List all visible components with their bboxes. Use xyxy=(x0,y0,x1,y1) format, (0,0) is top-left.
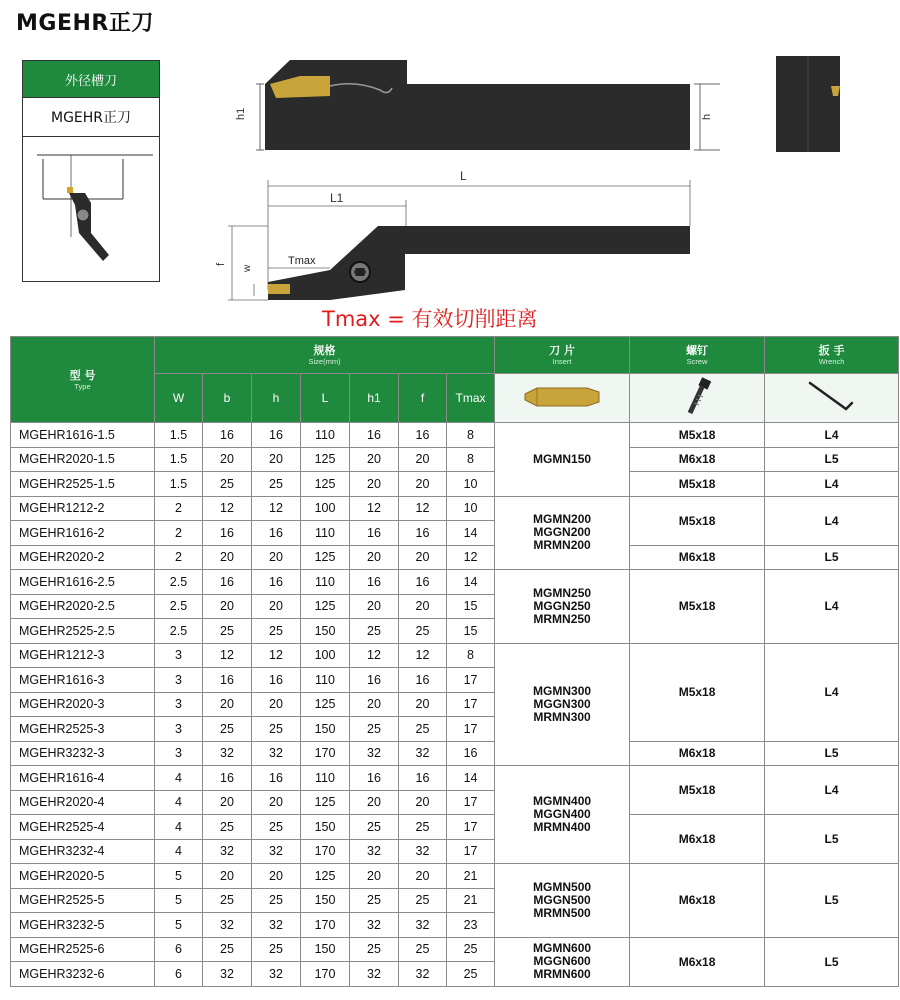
cell-Tmax: 10 xyxy=(447,472,495,497)
table-row xyxy=(11,815,899,840)
insert-code: MGGN200 xyxy=(533,525,591,540)
cell-W: 4 xyxy=(155,839,203,864)
cell-wrench: L4 xyxy=(765,570,899,644)
cell-h1: 20 xyxy=(350,472,399,497)
cell-h: 16 xyxy=(252,668,301,693)
cell-type: MGEHR1616-2 xyxy=(11,521,155,546)
cell-f: 20 xyxy=(399,692,447,717)
cell-L: 125 xyxy=(301,447,350,472)
cell-Tmax: 10 xyxy=(447,496,495,521)
cell-b: 20 xyxy=(203,692,252,717)
cell-h: 12 xyxy=(252,643,301,668)
cell-b: 16 xyxy=(203,521,252,546)
cell-wrench: L4 xyxy=(765,643,899,741)
cell-L: 150 xyxy=(301,888,350,913)
table-body xyxy=(11,423,899,987)
cell-L: 150 xyxy=(301,717,350,742)
cell-W: 5 xyxy=(155,864,203,889)
cell-insert xyxy=(495,766,630,864)
cell-f: 25 xyxy=(399,619,447,644)
cell-h1: 16 xyxy=(350,766,399,791)
cell-wrench: L4 xyxy=(765,423,899,448)
dim-L-label: L xyxy=(460,169,467,183)
cell-insert xyxy=(495,643,630,766)
cell-Tmax: 15 xyxy=(447,594,495,619)
cell-wrench: L5 xyxy=(765,447,899,472)
cell-Tmax: 21 xyxy=(447,888,495,913)
cell-wrench: L5 xyxy=(765,545,899,570)
cell-Tmax: 16 xyxy=(447,741,495,766)
cell-h1: 16 xyxy=(350,570,399,595)
cell-b: 25 xyxy=(203,815,252,840)
cell-f: 16 xyxy=(399,766,447,791)
cell-h1: 20 xyxy=(350,692,399,717)
table-row xyxy=(11,741,899,766)
cell-insert xyxy=(495,570,630,644)
cell-L: 170 xyxy=(301,913,350,938)
cell-f: 32 xyxy=(399,839,447,864)
cell-f: 20 xyxy=(399,594,447,619)
cell-W: 5 xyxy=(155,913,203,938)
cell-f: 16 xyxy=(399,668,447,693)
cell-type: MGEHR3232-5 xyxy=(11,913,155,938)
cell-b: 12 xyxy=(203,643,252,668)
table-row xyxy=(11,423,899,448)
cell-f: 16 xyxy=(399,423,447,448)
cell-Tmax: 8 xyxy=(447,447,495,472)
cell-f: 32 xyxy=(399,741,447,766)
col-f: f xyxy=(399,374,447,423)
cell-h: 25 xyxy=(252,888,301,913)
cell-screw: M6x18 xyxy=(630,545,765,570)
cell-wrench: L5 xyxy=(765,815,899,864)
cell-Tmax: 25 xyxy=(447,962,495,987)
cell-Tmax: 14 xyxy=(447,570,495,595)
table-row xyxy=(11,570,899,595)
table-row xyxy=(11,447,899,472)
cell-L: 150 xyxy=(301,937,350,962)
cell-h: 25 xyxy=(252,472,301,497)
cell-wrench: L5 xyxy=(765,864,899,938)
cell-type: MGEHR3232-4 xyxy=(11,839,155,864)
tmax-note: Tmax = 有效切削距离 xyxy=(322,307,538,331)
dim-f-label: f xyxy=(215,262,227,266)
insert-code: MRMN500 xyxy=(533,905,591,920)
cell-Tmax: 17 xyxy=(447,692,495,717)
cell-W: 2 xyxy=(155,521,203,546)
header-insert: 刀 片 Insert xyxy=(495,337,630,374)
insert-code: MGMN500 xyxy=(533,879,592,894)
cell-h: 25 xyxy=(252,937,301,962)
cell-screw: M6x18 xyxy=(630,815,765,864)
cell-h: 32 xyxy=(252,741,301,766)
table-row xyxy=(11,937,899,962)
cell-L: 125 xyxy=(301,864,350,889)
header-type: 型 号 Type xyxy=(11,337,155,423)
cell-L: 110 xyxy=(301,668,350,693)
cell-b: 16 xyxy=(203,423,252,448)
cell-screw: M5x18 xyxy=(630,643,765,741)
cell-f: 20 xyxy=(399,864,447,889)
cell-W: 2.5 xyxy=(155,619,203,644)
cell-type: MGEHR2020-1.5 xyxy=(11,447,155,472)
dim-h1-label: h1 xyxy=(235,107,247,120)
cell-W: 6 xyxy=(155,937,203,962)
cell-b: 25 xyxy=(203,888,252,913)
spec-table xyxy=(10,336,899,987)
cell-type: MGEHR2020-5 xyxy=(11,864,155,889)
cell-f: 25 xyxy=(399,815,447,840)
col-h: h xyxy=(252,374,301,423)
cell-h: 20 xyxy=(252,545,301,570)
cell-h1: 20 xyxy=(350,864,399,889)
cell-L: 110 xyxy=(301,521,350,546)
cell-W: 2.5 xyxy=(155,570,203,595)
insert-code: MGMN150 xyxy=(533,451,592,466)
dim-tmax-label: Tmax xyxy=(288,255,316,267)
cell-f: 32 xyxy=(399,962,447,987)
cell-type: MGEHR3232-6 xyxy=(11,962,155,987)
cell-b: 20 xyxy=(203,790,252,815)
insert-code: MGMN300 xyxy=(533,683,592,698)
tool-side-view xyxy=(235,60,720,150)
cell-type: MGEHR2525-2.5 xyxy=(11,619,155,644)
cell-f: 16 xyxy=(399,521,447,546)
cell-W: 3 xyxy=(155,668,203,693)
cell-f: 25 xyxy=(399,717,447,742)
insert-code: MRMN200 xyxy=(533,538,591,553)
cell-type: MGEHR2020-2.5 xyxy=(11,594,155,619)
cell-b: 16 xyxy=(203,668,252,693)
cell-b: 25 xyxy=(203,619,252,644)
cell-L: 125 xyxy=(301,545,350,570)
cell-screw: M6x18 xyxy=(630,741,765,766)
cell-type: MGEHR2525-3 xyxy=(11,717,155,742)
cell-Tmax: 8 xyxy=(447,423,495,448)
cell-Tmax: 15 xyxy=(447,619,495,644)
cell-f: 25 xyxy=(399,888,447,913)
cell-type: MGEHR1212-2 xyxy=(11,496,155,521)
cell-type: MGEHR2020-4 xyxy=(11,790,155,815)
cell-L: 170 xyxy=(301,839,350,864)
cell-screw: M5x18 xyxy=(630,423,765,448)
cell-type: MGEHR1616-1.5 xyxy=(11,423,155,448)
cell-h1: 16 xyxy=(350,668,399,693)
cell-type: MGEHR2525-1.5 xyxy=(11,472,155,497)
cell-b: 32 xyxy=(203,741,252,766)
cell-h1: 20 xyxy=(350,790,399,815)
wrench-image xyxy=(765,374,899,423)
cell-wrench: L4 xyxy=(765,496,899,545)
cell-screw: M5x18 xyxy=(630,472,765,497)
cell-L: 125 xyxy=(301,790,350,815)
cell-L: 125 xyxy=(301,472,350,497)
cell-h1: 25 xyxy=(350,888,399,913)
cell-Tmax: 14 xyxy=(447,521,495,546)
col-L: L xyxy=(301,374,350,423)
cell-type: MGEHR2020-2 xyxy=(11,545,155,570)
cell-h: 32 xyxy=(252,839,301,864)
cell-b: 25 xyxy=(203,717,252,742)
cell-Tmax: 12 xyxy=(447,545,495,570)
cell-screw: M6x18 xyxy=(630,937,765,986)
cell-f: 20 xyxy=(399,447,447,472)
cell-wrench: L4 xyxy=(765,472,899,497)
cell-Tmax: 17 xyxy=(447,717,495,742)
header-screw: 螺钉 Screw xyxy=(630,337,765,374)
cell-h: 20 xyxy=(252,594,301,619)
table-row xyxy=(11,864,899,889)
cell-W: 3 xyxy=(155,643,203,668)
cell-h1: 25 xyxy=(350,815,399,840)
dim-h-label: h xyxy=(701,113,713,120)
cell-h1: 32 xyxy=(350,839,399,864)
cell-f: 16 xyxy=(399,570,447,595)
insert-code: MGMN400 xyxy=(533,794,592,808)
cell-h: 12 xyxy=(252,496,301,521)
cell-h: 20 xyxy=(252,692,301,717)
cell-insert xyxy=(495,496,630,570)
table-row xyxy=(11,496,899,521)
cell-h1: 32 xyxy=(350,741,399,766)
cell-f: 32 xyxy=(399,913,447,938)
cell-b: 25 xyxy=(203,472,252,497)
cell-h1: 25 xyxy=(350,937,399,962)
cell-W: 3 xyxy=(155,692,203,717)
cell-h1: 16 xyxy=(350,521,399,546)
page-title: MGEHR正刀 xyxy=(16,11,154,36)
cell-b: 32 xyxy=(203,839,252,864)
col-h1: h1 xyxy=(350,374,399,423)
cell-h: 20 xyxy=(252,447,301,472)
col-W: W xyxy=(155,374,203,423)
cell-Tmax: 25 xyxy=(447,937,495,962)
cell-screw: M5x18 xyxy=(630,570,765,644)
cell-f: 20 xyxy=(399,790,447,815)
cell-type: MGEHR1212-3 xyxy=(11,643,155,668)
screw-icon xyxy=(672,377,722,417)
cell-W: 2.5 xyxy=(155,594,203,619)
cell-Tmax: 17 xyxy=(447,839,495,864)
cell-h: 25 xyxy=(252,717,301,742)
cell-W: 4 xyxy=(155,766,203,791)
cell-h1: 25 xyxy=(350,717,399,742)
insert-code: MRMN250 xyxy=(533,611,591,626)
insert-code: MRMN300 xyxy=(533,709,591,724)
cell-h: 16 xyxy=(252,570,301,595)
insert-code: MGGN600 xyxy=(533,954,591,968)
header-size: 规格 Size(mm) xyxy=(155,337,495,374)
tool-end-view xyxy=(776,56,840,152)
cell-L: 170 xyxy=(301,741,350,766)
cell-b: 16 xyxy=(203,766,252,791)
insert-code: MRMN400 xyxy=(533,820,591,834)
cell-f: 20 xyxy=(399,545,447,570)
cell-h1: 32 xyxy=(350,962,399,987)
cell-insert xyxy=(495,937,630,986)
cell-h: 16 xyxy=(252,423,301,448)
cell-type: MGEHR2020-3 xyxy=(11,692,155,717)
tool-front-view xyxy=(215,169,690,300)
cell-type: MGEHR3232-3 xyxy=(11,741,155,766)
insert-code: MGGN500 xyxy=(533,892,591,907)
cell-b: 32 xyxy=(203,913,252,938)
cell-f: 12 xyxy=(399,643,447,668)
insert-code: MGMN200 xyxy=(533,512,592,527)
cell-h1: 12 xyxy=(350,643,399,668)
cell-h: 32 xyxy=(252,962,301,987)
cell-L: 125 xyxy=(301,594,350,619)
cell-insert xyxy=(495,423,630,497)
cell-W: 3 xyxy=(155,717,203,742)
cell-type: MGEHR2525-6 xyxy=(11,937,155,962)
cell-screw: M5x18 xyxy=(630,496,765,545)
cell-h1: 20 xyxy=(350,447,399,472)
cell-type: MGEHR2525-4 xyxy=(11,815,155,840)
cell-h1: 20 xyxy=(350,545,399,570)
cell-b: 25 xyxy=(203,937,252,962)
cell-b: 20 xyxy=(203,864,252,889)
table-row xyxy=(11,766,899,791)
cell-b: 16 xyxy=(203,570,252,595)
cell-L: 150 xyxy=(301,619,350,644)
dim-w-label: w xyxy=(242,264,253,272)
cell-Tmax: 14 xyxy=(447,766,495,791)
cell-Tmax: 17 xyxy=(447,790,495,815)
insert-code: MGMN250 xyxy=(533,585,592,600)
cell-L: 150 xyxy=(301,815,350,840)
cell-h1: 32 xyxy=(350,913,399,938)
cell-W: 1.5 xyxy=(155,423,203,448)
cell-b: 20 xyxy=(203,545,252,570)
technical-drawings xyxy=(0,0,900,330)
cell-type: MGEHR1616-2.5 xyxy=(11,570,155,595)
cell-h: 16 xyxy=(252,521,301,546)
cell-h: 32 xyxy=(252,913,301,938)
table-row xyxy=(11,643,899,668)
cell-W: 4 xyxy=(155,815,203,840)
cell-wrench: L5 xyxy=(765,741,899,766)
cell-L: 110 xyxy=(301,766,350,791)
cell-L: 110 xyxy=(301,570,350,595)
cell-b: 20 xyxy=(203,447,252,472)
insert-code: MGGN400 xyxy=(533,807,591,821)
insert-icon xyxy=(517,380,607,414)
cell-h: 20 xyxy=(252,790,301,815)
cell-Tmax: 8 xyxy=(447,643,495,668)
cell-L: 100 xyxy=(301,643,350,668)
dim-L1-label: L1 xyxy=(330,191,344,205)
cell-L: 100 xyxy=(301,496,350,521)
cell-type: MGEHR1616-3 xyxy=(11,668,155,693)
info-name-label: MGEHR正刀 xyxy=(23,98,159,137)
cell-b: 32 xyxy=(203,962,252,987)
cell-wrench: L4 xyxy=(765,766,899,815)
insert-code: MRMN600 xyxy=(533,967,591,981)
cell-L: 170 xyxy=(301,962,350,987)
cell-Tmax: 17 xyxy=(447,668,495,693)
screw-image xyxy=(630,374,765,423)
cell-screw: M6x18 xyxy=(630,447,765,472)
insert-code: MGGN300 xyxy=(533,696,591,711)
cell-L: 110 xyxy=(301,423,350,448)
cell-h1: 12 xyxy=(350,496,399,521)
cell-W: 5 xyxy=(155,888,203,913)
header-wrench: 扳 手 Wrench xyxy=(765,337,899,374)
cell-h: 16 xyxy=(252,766,301,791)
cell-W: 2 xyxy=(155,545,203,570)
cell-screw: M6x18 xyxy=(630,864,765,938)
cell-W: 3 xyxy=(155,741,203,766)
hex-key-icon xyxy=(802,377,862,417)
cell-Tmax: 23 xyxy=(447,913,495,938)
cell-f: 20 xyxy=(399,472,447,497)
cell-f: 12 xyxy=(399,496,447,521)
insert-gold-front xyxy=(268,284,290,294)
info-category-label: 外径槽刀 xyxy=(23,61,159,98)
cell-Tmax: 21 xyxy=(447,864,495,889)
col-b: b xyxy=(203,374,252,423)
table-header-row xyxy=(11,337,899,374)
cell-W: 1.5 xyxy=(155,447,203,472)
col-Tmax: Tmax xyxy=(447,374,495,423)
cell-insert xyxy=(495,864,630,938)
cell-L: 125 xyxy=(301,692,350,717)
cell-screw: M5x18 xyxy=(630,766,765,815)
cell-h1: 25 xyxy=(350,619,399,644)
cell-h1: 20 xyxy=(350,594,399,619)
cell-W: 2 xyxy=(155,496,203,521)
table-row xyxy=(11,472,899,497)
cell-h: 20 xyxy=(252,864,301,889)
insert-code: MGMN600 xyxy=(533,941,592,955)
cell-h: 25 xyxy=(252,815,301,840)
cell-f: 25 xyxy=(399,937,447,962)
cell-type: MGEHR1616-4 xyxy=(11,766,155,791)
cell-b: 12 xyxy=(203,496,252,521)
insert-image xyxy=(495,374,630,423)
cell-type: MGEHR2525-5 xyxy=(11,888,155,913)
cell-b: 20 xyxy=(203,594,252,619)
cell-h: 25 xyxy=(252,619,301,644)
cell-wrench: L5 xyxy=(765,937,899,986)
cell-h1: 16 xyxy=(350,423,399,448)
cell-W: 6 xyxy=(155,962,203,987)
cell-W: 1.5 xyxy=(155,472,203,497)
insert-code: MGGN250 xyxy=(533,598,591,613)
cell-Tmax: 17 xyxy=(447,815,495,840)
cell-W: 4 xyxy=(155,790,203,815)
table-row xyxy=(11,545,899,570)
